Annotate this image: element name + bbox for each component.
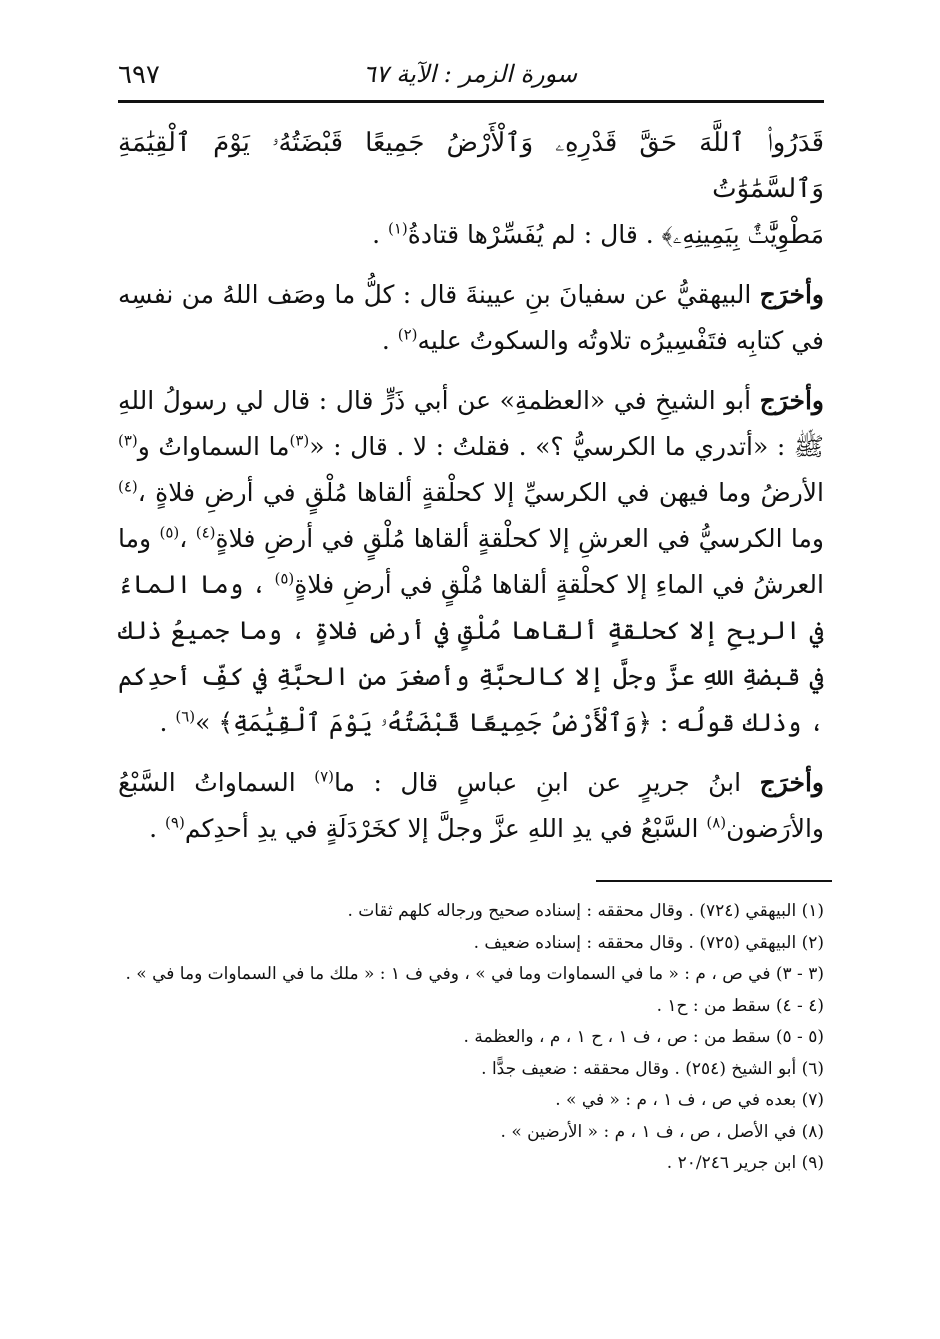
sentence-end: . xyxy=(381,326,398,355)
paragraph-bayhaqi xyxy=(118,272,824,364)
sentence-end: . xyxy=(149,814,166,843)
paragraph-text: ، وما الماءُ في الريحِ إلا كحلقةٍ ألقاها مُلْقٍ في أرضِ فلاةٍ ، وما جميعُ ذلك في قبضةِ اللهِ عزَّ وجلَّ إلا كالحبَّةِ وأصغرَ من الحبَّةِ في كفِّ أحدِكم ، وذلك قولُه : ﴿وَٱلْأَرْضُ جَمِيعًا قَبْضَتُهُۥ يَوْمَ ٱلْقِيَٰمَةِ﴾ » xyxy=(118,570,824,737)
paragraph-text: وما الكرسيُّ في العرشِ إلا كحلْقةٍ ألقاها مُلْقٍ في أرضِ فلاةٍ xyxy=(215,524,825,553)
paragraph-text: البيهقيُّ عن سفيانَ بنِ عيينةَ قال : كلُّ ما وصَف اللهُ من نفسِه في كتابِه فتَفْسِيرُه تلاوتُه والسكوتُ عليه xyxy=(118,280,824,355)
footnote-1: (١) البيهقي (٧٢٤) . وقال محققه : إسناده صحيح ورجاله كلهم ثقات . xyxy=(347,901,824,921)
footnote-ref-8: (٨) xyxy=(706,813,727,832)
footnote-7: (٧) بعده في ص ، ف ١ ، م : « في » . xyxy=(555,1090,824,1110)
verse-line-2-text: مَطْوِيَّٰتٌۢ بِيَمِينِهِۦ﴾ . قال : لم يُفَسِّرْها قتادةُ xyxy=(407,220,824,249)
footnote-ref-5: (٥) xyxy=(274,569,295,588)
paragraph-ibn-jarir xyxy=(118,760,824,852)
paragraph-text: ، xyxy=(179,524,196,553)
main-text xyxy=(118,120,824,866)
footnote-ref-5: (٥) xyxy=(159,523,180,542)
footnote-ref-2: (٢) xyxy=(397,325,418,344)
footnote-9: (٩) ابن جرير ٢٠/٢٤٦ . xyxy=(666,1153,824,1173)
sentence-end: . xyxy=(372,220,388,249)
paragraph-text: السماواتُ السَّبْعُ والأرَضون xyxy=(118,768,824,843)
footnote-ref-9: (٩) xyxy=(165,813,185,832)
footnote-2: (٢) البيهقي (٧٢٥) . وقال محققه : إسناده ضعيف . xyxy=(473,932,824,953)
paragraph-lead-word: وأخرَج xyxy=(759,280,824,309)
paragraph-abu-al-shaykh xyxy=(118,378,824,746)
footnote-4: (٤ - ٤) سقط من : ح١ . xyxy=(656,995,824,1016)
sentence-end: . xyxy=(159,708,176,737)
paragraph-lead-word: وأخرَج xyxy=(759,386,824,415)
quran-verse-line-2 xyxy=(118,212,824,258)
paragraph-text: أبو الشيخِ في «العظمةِ» عن أبي ذَرٍّ قال : قال لي رسولُ اللهِ ﷺ : «أتدري ما الكرسيُّ ؟» . فقلتُ : لا . قال : « xyxy=(118,386,824,461)
paragraph-text: وما العرشُ في الماءِ إلا كحلْقةٍ ألقاها مُلْقٍ في أرضِ فلاةٍ xyxy=(118,524,824,599)
footnote-ref-3: (٣) xyxy=(118,431,138,450)
footnote-ref-1: (١) xyxy=(387,219,408,238)
footnote-8: (٨) في الأصل ، ص ، ف ١ ، م : « الأرضين » . xyxy=(500,1121,824,1142)
footnote-ref-3: (٣) xyxy=(289,431,310,450)
footnote-separator xyxy=(596,880,832,882)
header-rule xyxy=(118,100,824,103)
footnote-ref-6: (٦) xyxy=(175,707,196,726)
footnote-3: (٣ - ٣) في ص ، م : « ما في السماوات وما في » ، وفي ف ١ : « ملك ما في السماوات وما في » . xyxy=(125,964,824,984)
page-number: ٦٩٧ xyxy=(118,60,160,90)
footnotes xyxy=(118,896,824,1180)
paragraph-text: الأرضُ وما فيهن في الكرسيِّ إلا كحلْقةٍ ألقاها مُلْقٍ في أرضِ فلاةٍ ، xyxy=(137,478,824,507)
footnote-ref-7: (٧) xyxy=(314,767,334,786)
quran-verse-line-1: قَدَرُوا۟ ٱللَّهَ حَقَّ قَدْرِهِۦ وَٱلْأَرْضُ جَمِيعًا قَبْضَتُهُۥ يَوْمَ ٱلْقِيَٰمَةِ وَٱلسَّمَٰوَٰتُ xyxy=(118,128,824,204)
paragraph-text: ما السماواتُ و xyxy=(137,432,290,461)
paragraph-text: السَّبْعُ في يدِ اللهِ عزَّ وجلَّ إلا كخَرْدَلَةٍ في يدِ أحدِكم xyxy=(184,814,707,843)
page-header xyxy=(118,56,822,96)
paragraph-lead-word: وأخرَج xyxy=(759,768,824,797)
footnote-ref-4: (٤) xyxy=(195,523,216,542)
footnote-5: (٥ - ٥) سقط من : ص ، ف ١ ، ح ١ ، م ، والعظمة . xyxy=(463,1027,824,1047)
running-title: سورة الزمر : الآية ٦٧ xyxy=(362,60,578,88)
footnote-6: (٦) أبو الشيخ (٢٥٤) . وقال محققه : ضعيف جدًّا . xyxy=(481,1058,824,1079)
paragraph-text: ابنُ جريرٍ عن ابنِ عباسٍ قال : ما xyxy=(334,768,760,797)
footnote-ref-4: (٤) xyxy=(118,477,138,496)
